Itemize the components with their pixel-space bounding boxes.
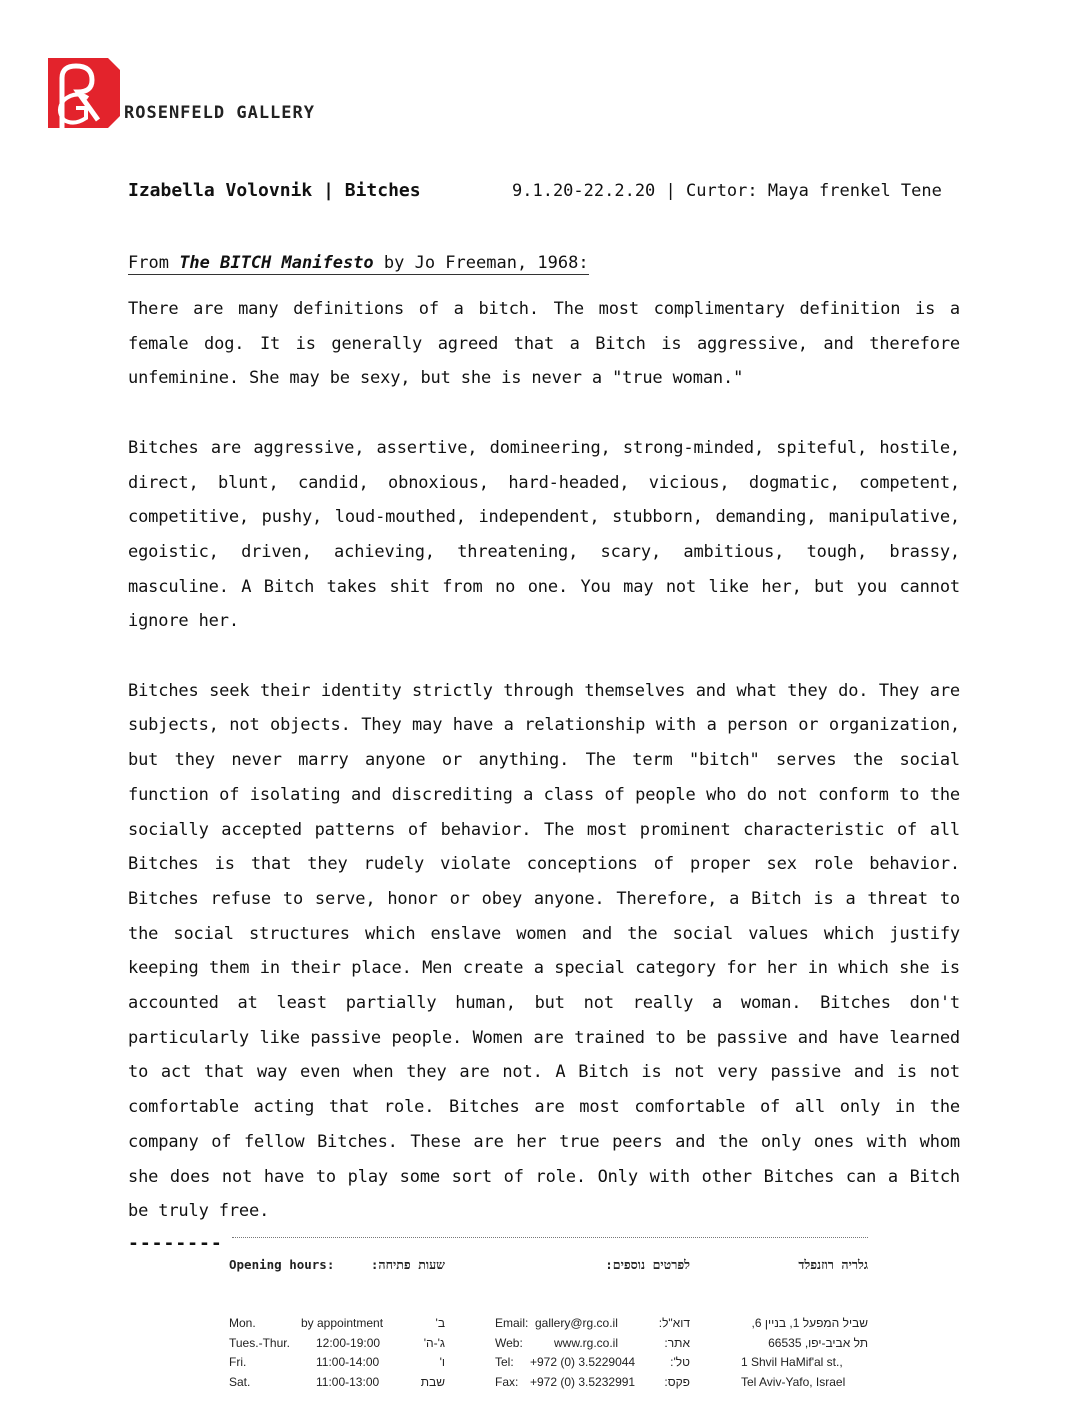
phone-number: +972 (0) 3.5229044 xyxy=(530,1355,636,1369)
fax-number: +972 (0) 3.5232991 xyxy=(530,1375,636,1389)
hours-day-he: ג'-ה' xyxy=(423,1336,445,1350)
manifesto-text xyxy=(128,292,960,1259)
address-line: שביל המפעל 1, בניין 6, xyxy=(751,1316,868,1330)
hours-time: by appointment xyxy=(301,1316,384,1330)
hours-label: Opening hours: xyxy=(229,1257,335,1272)
paragraph: Bitches seek their identity strictly through themselves and what they do. They are subjects, not objects. They may have a relationship with a person or organization, but they never marry anyone or anything. The term "bitch" serves the social function of isolating and discrediting a class of people who do not conform to the socially accepted patterns of behavior. The most prominent characteristic of all Bitches is that they rudely violate conceptions of proper sex role behavior. Bitches refuse to serve, honor or obey anyone. Therefore, a Bitch is a threat to the social structures which enslave women and the social values which justify keeping them in their place. Men create a special category for her in which she is accounted at least partially human, but not really a woman. Bitches don't particularly like passive people. Women are trained to be passive and have learned to act that way even when they are not. A Bitch is not very passive and is not comfortable acting that role. Bitches are most comfortable of all only in the company of fellow Bitches. These are her true peers and the only ones with whom she does not have to play some sort of role. Only with other Bitches can a Bitch be truly free. xyxy=(128,680,960,1222)
source-citation xyxy=(128,253,589,275)
email-link[interactable]: gallery@rg.co.il xyxy=(535,1316,618,1330)
contact-label: Fax: xyxy=(495,1375,519,1389)
footer-divider xyxy=(232,1237,868,1238)
contact-label: Web: xyxy=(495,1336,523,1350)
gallery-name: ROSENFELD GALLERY xyxy=(124,103,315,123)
hours-time: 11:00-13:00 xyxy=(316,1375,380,1389)
exhibition-dates: 9.1.20-22.2.20 | Curtor: Maya frenkel Tene xyxy=(512,181,942,201)
hours-day-he: שבת xyxy=(420,1375,445,1389)
details-label-he: לפרטים נוספים: xyxy=(605,1257,690,1272)
hours-day-he: ב' xyxy=(435,1316,445,1330)
address-line: Tel Aviv-Yafo, Israel xyxy=(741,1375,846,1389)
source-work-title: The BITCH Manifesto xyxy=(179,253,374,273)
address-line: 1 Shvil HaMif'al st., xyxy=(741,1355,843,1369)
separator: -------- xyxy=(128,1232,223,1254)
contact-label: Tel: xyxy=(495,1355,514,1369)
contact-label: Email: xyxy=(495,1316,529,1330)
website-link[interactable]: www.rg.co.il xyxy=(554,1336,619,1350)
contact-label-he: דוא"ל: xyxy=(658,1316,690,1330)
gallery-logo-icon xyxy=(48,58,120,128)
paragraph: Bitches are aggressive, assertive, domineering, strong-minded, spiteful, hostile, direct, blunt, candid, obnoxious, hard-headed, vicious, dogmatic, competent, competitive, pushy, loud-mouthed, independent, stubborn, demanding, manipulative, egoistic, driven, achieving, threatening, scary, ambitious, tough, brassy, masculine. A Bitch takes shit from no one. You may not like her, but you cannot ignore her. xyxy=(128,437,960,632)
hours-day: Tues.-Thur. xyxy=(229,1336,290,1350)
hours-label-he: שעות פתיחה: xyxy=(370,1257,445,1272)
source-prefix: From xyxy=(128,253,180,273)
contact-label-he: פקס: xyxy=(664,1375,690,1389)
gallery-name-he: גלריה רוזנפלד xyxy=(798,1257,868,1272)
hours-day-he: ו' xyxy=(439,1355,445,1369)
contact-label-he: אתר: xyxy=(664,1336,690,1350)
source-suffix: by Jo Freeman, 1968: xyxy=(373,253,589,273)
hours-time: 11:00-14:00 xyxy=(316,1355,380,1369)
contact-label-he: טל': xyxy=(670,1355,690,1369)
hours-time: 12:00-19:00 xyxy=(316,1336,381,1350)
address-line: תל אביב-יפו, 66535 xyxy=(768,1336,868,1350)
hours-day: Fri. xyxy=(229,1355,247,1369)
paragraph: There are many definitions of a bitch. The most complimentary definition is a female dog. It is generally agreed that a Bitch is aggressive, and therefore unfeminine. She may be sexy, but she is never a "true woman." xyxy=(128,299,960,389)
hours-day: Mon. xyxy=(229,1316,256,1330)
hours-day: Sat. xyxy=(229,1375,251,1389)
exhibition-title: Izabella Volovnik | Bitches xyxy=(128,180,421,201)
